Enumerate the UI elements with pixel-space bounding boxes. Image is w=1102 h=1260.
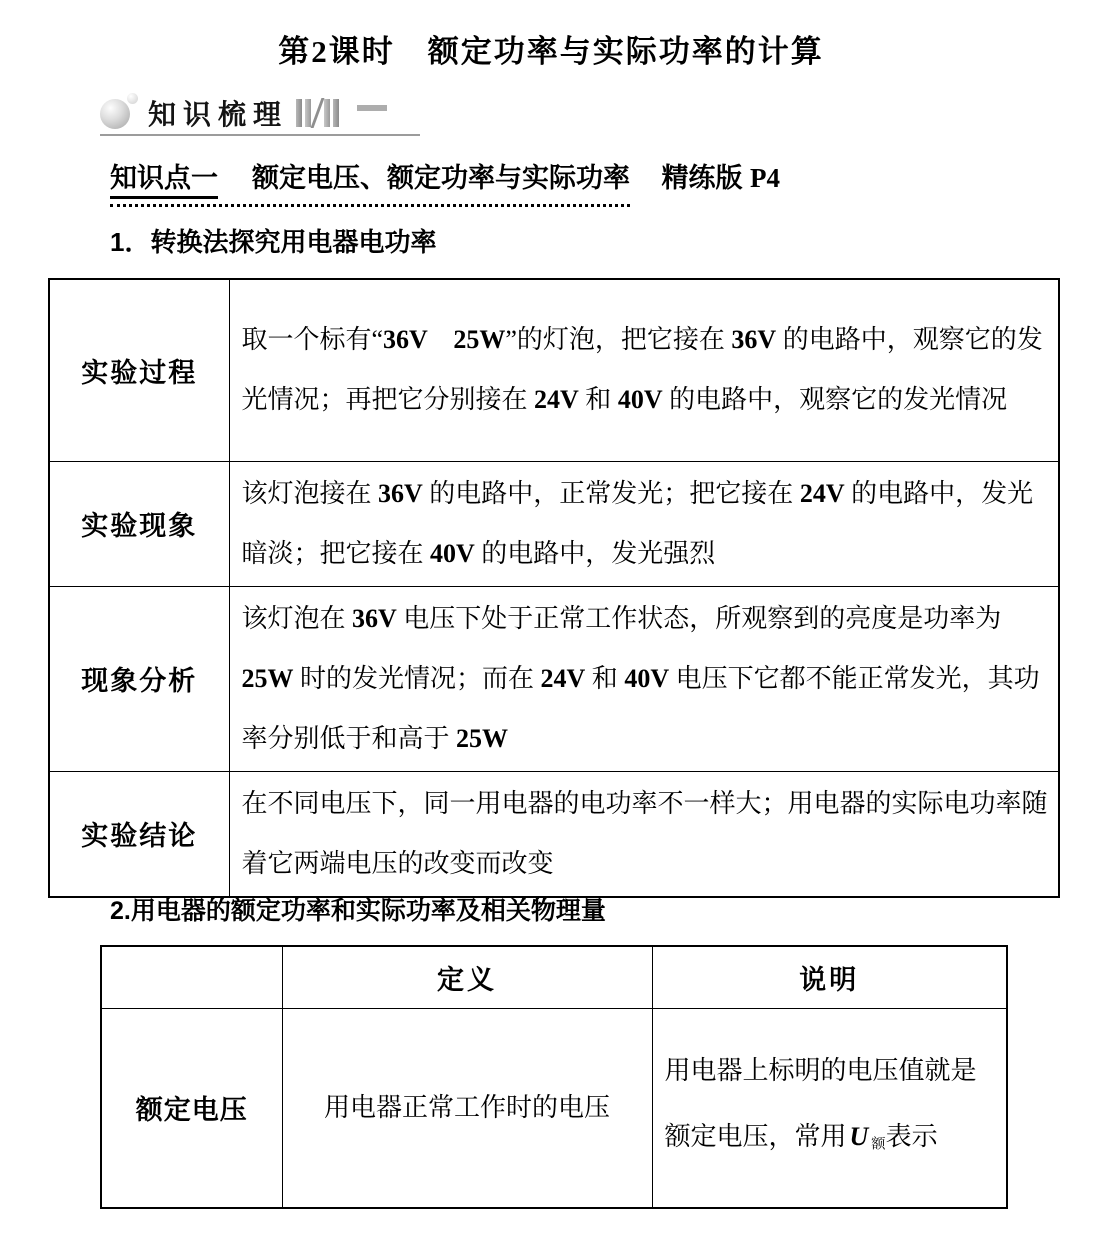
bars-icon <box>296 99 339 127</box>
definition-cell: 用电器正常工作时的电压 <box>282 1008 652 1208</box>
row-header: 实验过程 <box>49 279 229 461</box>
table-header-row <box>101 946 1007 1008</box>
sphere-icon <box>100 99 130 129</box>
knowledge-point-underline <box>110 156 630 207</box>
page-title: 第2课时 额定功率与实际功率的计算 <box>278 34 824 69</box>
table-row <box>49 461 1059 586</box>
row-content: 取一个标有“36V 25W”的灯泡，把它接在 36V 的电路中，观察它的发光情况；再把它分别接在 24V 和 40V 的电路中，观察它的发光情况 <box>229 279 1059 461</box>
experiment-table <box>48 278 1060 898</box>
knowledge-point-label: 知识点一 <box>110 156 218 199</box>
definition-table <box>100 945 1008 1209</box>
row-content: 该灯泡接在 36V 的电路中，正常发光；把它接在 24V 的电路中，发光暗淡；把它接在 40V 的电路中，发光强烈 <box>229 461 1059 586</box>
section-1-heading: 1．转换法探究用电器电功率 <box>110 227 437 257</box>
column-header-note: 说明 <box>652 946 1007 1008</box>
knowledge-banner <box>100 92 420 136</box>
row-header: 现象分析 <box>49 586 229 771</box>
column-header-blank <box>101 946 282 1008</box>
dash-icon <box>357 105 387 111</box>
table-row <box>49 771 1059 897</box>
banner-label: 知识梳理 <box>148 99 289 130</box>
table-row <box>49 279 1059 461</box>
row-content: 在不同电压下，同一用电器的电功率不一样大；用电器的实际电功率随着它两端电压的改变而改变 <box>229 771 1059 897</box>
table-row <box>101 1008 1007 1208</box>
column-header-definition: 定义 <box>282 946 652 1008</box>
row-header: 实验结论 <box>49 771 229 897</box>
knowledge-point-heading <box>110 156 780 207</box>
row-header: 实验现象 <box>49 461 229 586</box>
knowledge-point-ref: 精练版 P4 <box>661 163 781 193</box>
term-cell: 额定电压 <box>101 1008 282 1208</box>
note-cell: 用电器上标明的电压值就是额定电压，常用 U 额表示 <box>652 1008 1007 1208</box>
section-2-heading: 2.用电器的额定功率和实际功率及相关物理量 <box>110 897 606 925</box>
table-row <box>49 586 1059 771</box>
knowledge-point-title: 额定电压、额定功率与实际功率 <box>252 163 630 193</box>
row-content: 该灯泡在 36V 电压下处于正常工作状态，所观察到的亮度是功率为 25W 时的发光情况；而在 24V 和 40V 电压下它都不能正常发光，其功率分别低于和高于 25W <box>229 586 1059 771</box>
